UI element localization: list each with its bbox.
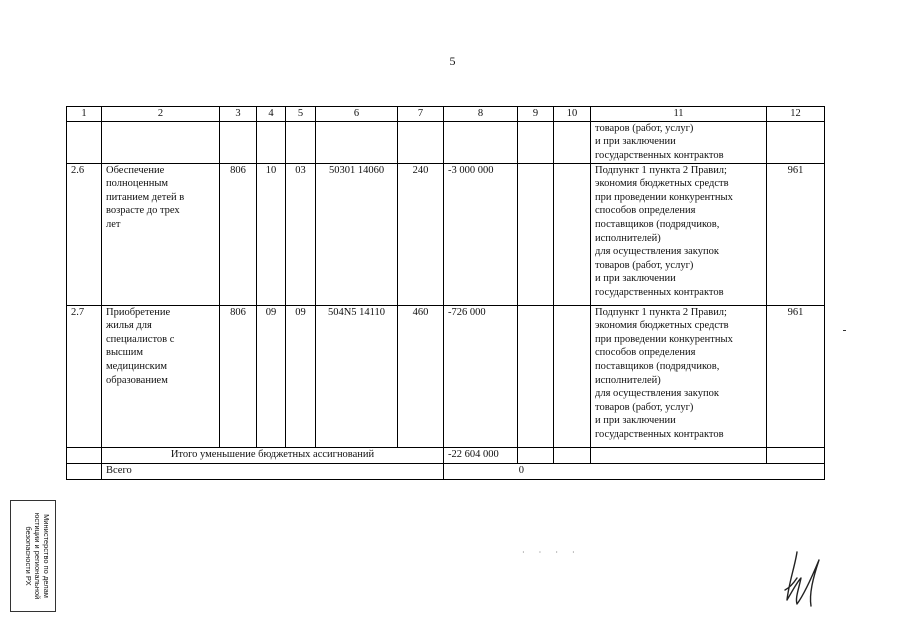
row-number-cell: 2.6 — [67, 163, 102, 305]
grand-total-label: Всего — [102, 463, 444, 479]
empty-cell — [67, 447, 102, 463]
code-cell — [220, 121, 257, 163]
grand-total-value: 0 — [444, 463, 825, 479]
empty-cell — [554, 447, 591, 463]
column-header: 8 — [444, 107, 518, 122]
row-number-cell — [67, 121, 102, 163]
empty-cell — [67, 463, 102, 479]
amount-cell — [554, 163, 591, 305]
code-cell: 806 — [220, 163, 257, 305]
column-header: 5 — [286, 107, 316, 122]
table-row — [67, 305, 825, 447]
amount-cell — [518, 305, 554, 447]
amount-cell — [444, 121, 518, 163]
code-cell — [398, 121, 444, 163]
code-cell: 09 — [286, 305, 316, 447]
code-cell — [316, 121, 398, 163]
row-number-cell: 2.7 — [67, 305, 102, 447]
code-cell — [286, 121, 316, 163]
code-cell: 806 — [220, 305, 257, 447]
basis-cell: Подпункт 1 пункта 2 Правил; экономия бюджетных средств при проведении конкурентных способов определения поставщиков (подрядчиков, исполнителей) для осуществления закупок товаров (работ, услуг) и при заключении государственных контрактов — [591, 163, 767, 305]
code-cell — [767, 121, 825, 163]
amount-cell — [554, 121, 591, 163]
column-header: 9 — [518, 107, 554, 122]
code-cell: 240 — [398, 163, 444, 305]
code-cell — [257, 121, 286, 163]
column-header: 3 — [220, 107, 257, 122]
description-cell — [102, 121, 220, 163]
code-cell: 460 — [398, 305, 444, 447]
amount-cell: -726 000 — [444, 305, 518, 447]
code-cell: 504N5 14110 — [316, 305, 398, 447]
table-header-row — [67, 107, 825, 122]
column-header: 2 — [102, 107, 220, 122]
column-header: 6 — [316, 107, 398, 122]
column-header: 11 — [591, 107, 767, 122]
code-cell: 09 — [257, 305, 286, 447]
signature-icon — [775, 548, 835, 610]
basis-cell: товаров (работ, услуг) и при заключении государственных контрактов — [591, 121, 767, 163]
description-cell: Приобретение жилья для специалистов с высшим медицинским образованием — [102, 305, 220, 447]
table-row — [67, 121, 825, 163]
amount-cell — [518, 121, 554, 163]
grand-total-row — [67, 463, 825, 479]
code-cell: 961 — [767, 163, 825, 305]
empty-cell — [591, 447, 767, 463]
code-cell: 10 — [257, 163, 286, 305]
description-cell: Обеспечение полноценным питанием детей в возрасте до трех лет — [102, 163, 220, 305]
empty-cell — [767, 447, 825, 463]
amount-cell — [518, 163, 554, 305]
total-decrease-value: -22 604 000 — [444, 447, 518, 463]
column-header: 7 — [398, 107, 444, 122]
table-row — [67, 163, 825, 305]
registration-stamp — [8, 498, 58, 613]
total-decrease-label: Итого уменьшение бюджетных ассигнований — [102, 447, 444, 463]
column-header: 12 — [767, 107, 825, 122]
column-header: 1 — [67, 107, 102, 122]
column-header: 4 — [257, 107, 286, 122]
empty-cell — [518, 447, 554, 463]
amount-cell — [554, 305, 591, 447]
scan-dots: · · · · — [522, 548, 581, 557]
budget-table — [66, 106, 825, 480]
stamp-text: Министерство по делам юстиции и региональной безопасности РХ — [10, 500, 56, 612]
total-decrease-row — [67, 447, 825, 463]
amount-cell: -3 000 000 — [444, 163, 518, 305]
page-number: 5 — [449, 54, 456, 68]
code-cell: 50301 14060 — [316, 163, 398, 305]
code-cell: 03 — [286, 163, 316, 305]
column-header: 10 — [554, 107, 591, 122]
code-cell: 961 — [767, 305, 825, 447]
basis-cell: Подпункт 1 пункта 2 Правил; экономия бюджетных средств при проведении конкурентных способов определения поставщиков (подрядчиков, исполнителей) для осуществления закупок товаров (работ, услуг) и при заключении государственных контрактов — [591, 305, 767, 447]
margin-mark — [843, 330, 846, 331]
